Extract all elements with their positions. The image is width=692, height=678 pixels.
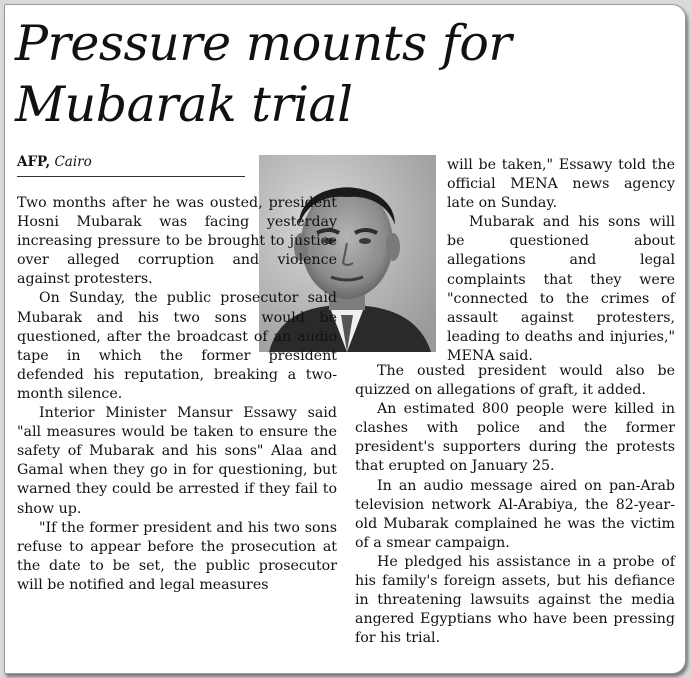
column-1 — [17, 194, 337, 595]
byline — [17, 154, 92, 170]
paragraph-3: Interior Minister Mansur Essawy said "all measures would be taken to ensure the safety of Mubarak and his sons" Alaa and Gamal when they go in for questioning, but warned they could be arrested if they fail to show up. — [17, 405, 337, 517]
paragraph-4: "If the former president and his two sons refuse to appear before the prosecution at the date to be set, the public prosecutor will be notified and legal measures — [17, 519, 337, 593]
headline — [15, 13, 675, 135]
paragraph-5: will be taken," Essawy told the official MENA news agency late on Sunday. — [447, 157, 675, 212]
newspaper-clipping — [4, 4, 686, 674]
paragraph-10: He pledged his assistance in a probe of his family's foreign assets, but his defiance in threatening lawsuits against the media angered Egyptians who have been pressing for his trial. — [355, 553, 675, 647]
byline-city: Cairo — [54, 154, 92, 170]
paragraph-6: Mubarak and his sons will be questioned about allegations and legal complaints that they were "connected to the crimes of assault against protesters, leading to deaths and injuries," MENA said. — [447, 214, 675, 364]
paragraph-7: The ousted president would also be quizzed on allegations of graft, it added. — [355, 363, 675, 399]
byline-agency: AFP, — [17, 154, 51, 170]
paragraph-2: On Sunday, the public prosecutor said Mubarak and his two sons would be questioned, after the broadcast of an audio tape in which the former president defended his reputation, breaking a two-month silence. — [17, 290, 337, 402]
paragraph-1: Two months after he was ousted, president Hosni Mubarak was facing yesterday increasing pressure to be brought to justice over alleged corruption and violence against protesters. — [17, 195, 337, 288]
byline-rule — [17, 176, 245, 177]
headline-line-2: Mubarak trial — [15, 76, 353, 133]
column-2-bottom — [355, 362, 675, 648]
column-2-top — [447, 156, 675, 366]
headline-line-1: Pressure mounts for — [15, 15, 512, 72]
paragraph-9: In an audio message aired on pan-Arab television network Al-Arabiya, the 82-year-old Mubarak complained he was the victim of a smear campaign. — [355, 477, 675, 551]
paragraph-8: An estimated 800 people were killed in clashes with police and the former president's supporters during the protests that erupted on January 25. — [355, 401, 675, 475]
